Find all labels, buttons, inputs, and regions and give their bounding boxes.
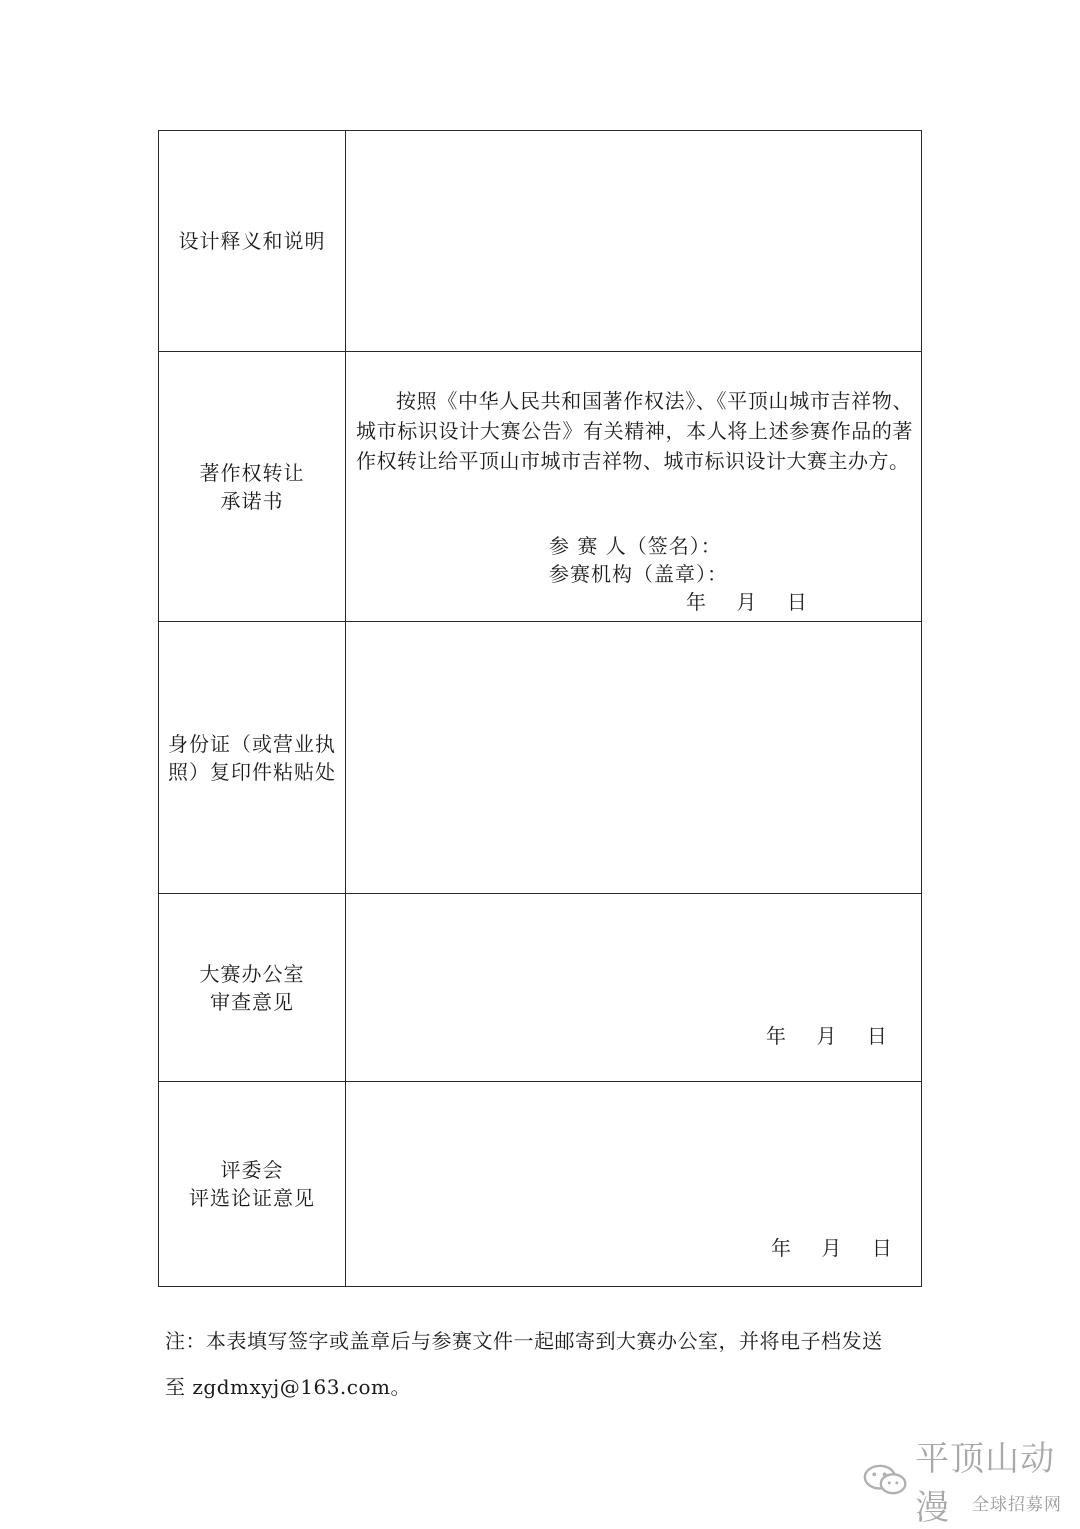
label-line: 承诺书 xyxy=(220,488,284,513)
watermark-subtext: 全球招募网 xyxy=(972,1495,1062,1515)
footnote-line-2: 至 zgdmxyj@163.com。 xyxy=(165,1375,411,1399)
copyright-pledge-cell xyxy=(346,352,922,622)
label-line: 审查意见 xyxy=(210,989,294,1014)
label-design-explanation xyxy=(159,131,346,352)
id-copy-paste-area[interactable] xyxy=(346,622,922,894)
label-copyright-transfer xyxy=(159,352,346,622)
entry-form-table xyxy=(158,130,922,1287)
label-line: 身份证（或营业执 xyxy=(168,731,336,756)
label-line: 大赛办公室 xyxy=(199,961,305,986)
design-explanation-field[interactable] xyxy=(346,131,922,352)
contestant-signature-label[interactable]: 参 赛 人（签名）： xyxy=(549,534,722,558)
row-design-explanation xyxy=(159,131,922,352)
organization-seal-label[interactable]: 参赛机构（盖章）： xyxy=(549,562,728,586)
pledge-date[interactable]: 年 月 日 xyxy=(686,590,808,614)
footnote-line-1: 注：本表填写签字或盖章后与参赛文件一起邮寄到大赛办公室，并将电子档发送 xyxy=(165,1329,883,1353)
wechat-icon xyxy=(862,1462,909,1498)
office-review-date: 年 月 日 xyxy=(766,1024,888,1048)
label-line: 设计释义和说明 xyxy=(178,229,326,253)
jury-opinion-date: 年 月 日 xyxy=(771,1236,893,1260)
label-line: 著作权转让 xyxy=(199,460,305,485)
pledge-text: 按照《中华人民共和国著作权法》、《平顶山城市吉祥物、城市标识设计大赛公告》有关精神，本人将上述参赛作品的著作权转让给平顶山市城市吉祥物、城市标识设计大赛主办方。 xyxy=(356,389,913,473)
jury-opinion-field[interactable] xyxy=(346,1082,922,1287)
label-id-copy xyxy=(159,622,346,894)
office-review-field[interactable] xyxy=(346,894,922,1082)
label-jury-opinion xyxy=(159,1082,346,1287)
label-line: 评选论证意见 xyxy=(189,1186,315,1210)
row-copyright-transfer xyxy=(159,352,922,622)
footnote xyxy=(165,1318,925,1410)
row-id-copy xyxy=(159,622,922,894)
watermark-text: 平顶山动漫 xyxy=(915,1439,1056,1528)
row-office-review xyxy=(159,894,922,1082)
row-jury-opinion xyxy=(159,1082,922,1287)
label-office-review xyxy=(159,894,346,1082)
label-line: 评委会 xyxy=(220,1158,284,1182)
label-line: 照）复印件粘贴处 xyxy=(168,759,336,784)
